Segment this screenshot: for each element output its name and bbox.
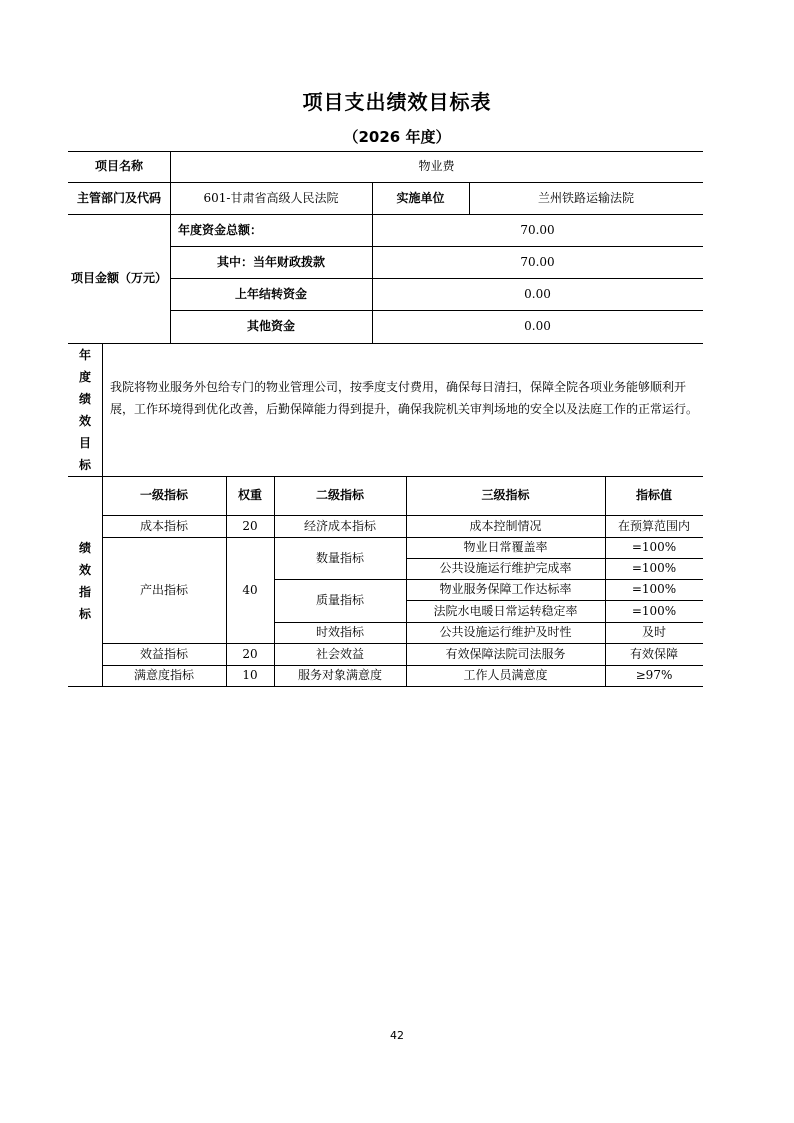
cost-value: 在预算范围内 bbox=[617, 518, 690, 533]
satisfaction-weight: 10 bbox=[242, 668, 258, 683]
benefit-weight: 20 bbox=[242, 646, 258, 661]
dept-label: 主管部门及代码 bbox=[76, 190, 161, 205]
quantity-value-1: =100% bbox=[631, 540, 677, 555]
timeliness-level2: 时效指标 bbox=[315, 625, 364, 640]
page-number: 42 bbox=[390, 1029, 404, 1042]
cost-level2: 经济成本指标 bbox=[303, 518, 376, 533]
benefit-level1: 效益指标 bbox=[139, 646, 188, 661]
carryover-label: 上年结转资金 bbox=[234, 286, 307, 301]
annual-total-label: 年度资金总额： bbox=[178, 222, 263, 237]
quantity-level2: 数量指标 bbox=[315, 550, 364, 565]
annual-goal-label: 年 度 绩 效 目 标 bbox=[78, 347, 91, 472]
header-value: 指标值 bbox=[635, 488, 672, 503]
quality-value-2: =100% bbox=[631, 603, 677, 618]
other-funds-label: 其他资金 bbox=[246, 319, 295, 334]
impl-unit-label: 实施单位 bbox=[396, 190, 445, 205]
timeliness-value: 及时 bbox=[641, 625, 666, 640]
quantity-level3-2: 公共设施运行维护完成率 bbox=[439, 561, 572, 576]
benefit-value: 有效保障 bbox=[629, 646, 678, 661]
annual-goal-text: 我院将物业服务外包给专门的物业管理公司，按季度支付费用，确保每日清扫，保障全院各项业务能够顺利开展，工作环境得到优化改善，后勤保障能力得到提升，确保我院机关审判场地的安全以及法庭工作的正常运行。 bbox=[110, 380, 699, 416]
timeliness-level3: 公共设施运行维护及时性 bbox=[439, 625, 572, 640]
project-name-value: 物业费 bbox=[418, 159, 455, 174]
header-level1: 一级指标 bbox=[139, 488, 188, 503]
project-name-label: 项目名称 bbox=[94, 159, 143, 174]
impl-unit-value: 兰州铁路运输法院 bbox=[537, 190, 634, 205]
quality-value-1: =100% bbox=[631, 582, 677, 597]
quantity-level3-1: 物业日常覆盖率 bbox=[463, 540, 548, 555]
quality-level2: 质量指标 bbox=[315, 593, 364, 608]
quality-level3-1: 物业服务保障工作达标率 bbox=[439, 582, 572, 597]
satisfaction-value: ≥97% bbox=[635, 668, 673, 683]
satisfaction-level3: 工作人员满意度 bbox=[463, 668, 548, 683]
current-year-value: 70.00 bbox=[520, 254, 555, 269]
annual-total-value: 70.00 bbox=[520, 222, 555, 237]
satisfaction-level2: 服务对象满意度 bbox=[297, 668, 382, 683]
cost-level3: 成本控制情况 bbox=[469, 518, 542, 533]
cost-weight: 20 bbox=[242, 518, 258, 533]
page-title: 项目支出绩效目标表 bbox=[302, 90, 492, 114]
carryover-value: 0.00 bbox=[524, 286, 551, 301]
satisfaction-level1: 满意度指标 bbox=[133, 668, 194, 683]
indicators-label: 绩 效 指 标 bbox=[78, 541, 91, 621]
quality-level3-2: 法院水电暖日常运转稳定率 bbox=[433, 603, 578, 618]
other-funds-value: 0.00 bbox=[524, 319, 551, 334]
benefit-level2: 社会效益 bbox=[315, 646, 364, 661]
output-level1: 产出指标 bbox=[139, 582, 188, 597]
year-subtitle: （2026 年度） bbox=[343, 128, 451, 146]
current-year-label: 其中：当年财政拨款 bbox=[216, 254, 325, 269]
header-level2: 二级指标 bbox=[315, 488, 364, 503]
cost-level1: 成本指标 bbox=[139, 518, 188, 533]
benefit-level3: 有效保障法院司法服务 bbox=[445, 646, 566, 661]
quantity-value-2: =100% bbox=[631, 561, 677, 576]
output-weight: 40 bbox=[242, 582, 258, 597]
dept-value: 601-甘肃省高级人民法院 bbox=[203, 190, 339, 205]
header-level3: 三级指标 bbox=[481, 488, 530, 503]
header-weight: 权重 bbox=[237, 488, 262, 503]
amount-label: 项目金额（万元） bbox=[70, 271, 167, 286]
